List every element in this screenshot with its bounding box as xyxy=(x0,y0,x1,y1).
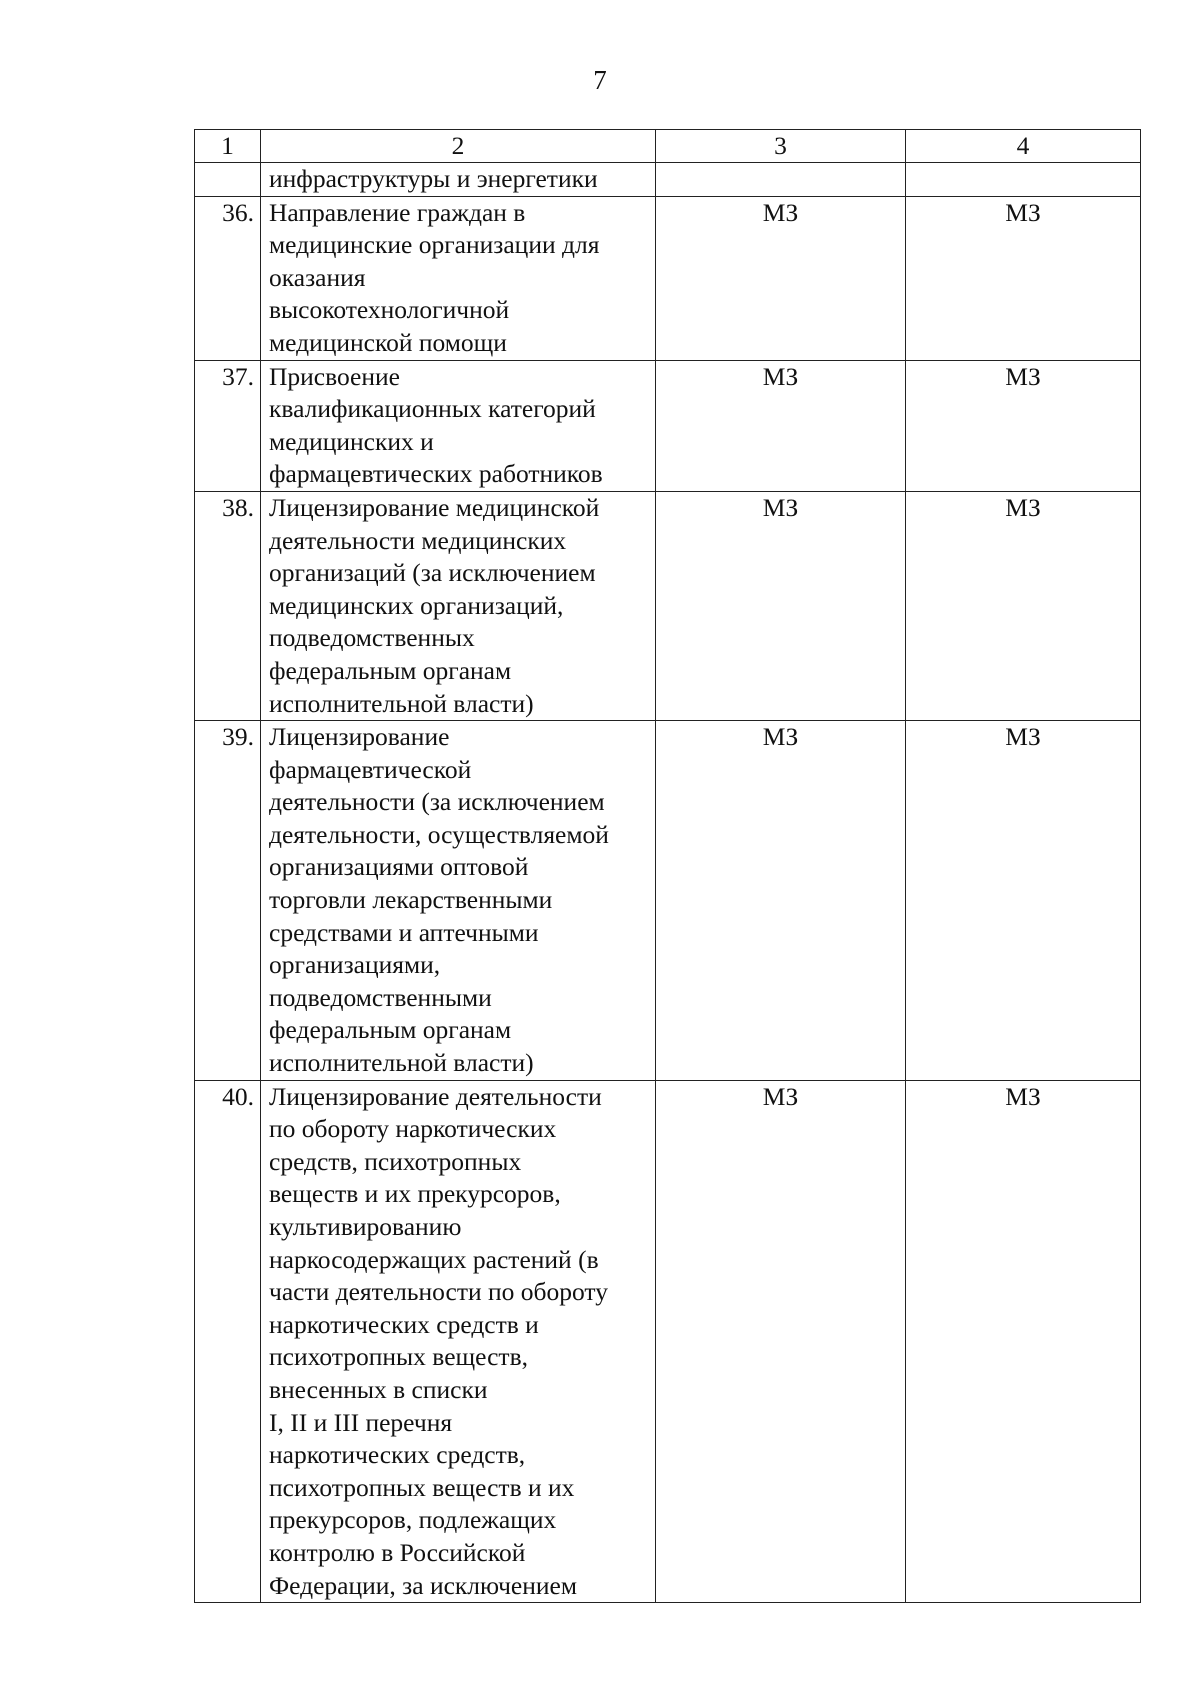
row-column-4-cell: МЗ xyxy=(906,721,1141,1081)
description-line: средствами и аптечными xyxy=(269,917,539,947)
description-line: веществ и их прекурсоров, xyxy=(269,1179,561,1209)
row-number-cell xyxy=(195,163,261,197)
row-column-4-cell: МЗ xyxy=(906,360,1141,491)
description-line: организациями оптовой xyxy=(269,852,529,882)
description-line: деятельности (за исключением xyxy=(269,787,605,817)
description-line: психотропных веществ, xyxy=(269,1342,528,1372)
description-line: наркосодержащих растений (в xyxy=(269,1244,599,1274)
description-line: подведомственными xyxy=(269,982,492,1012)
table-row xyxy=(195,721,1141,1081)
row-description-cell xyxy=(261,163,656,197)
description-line: федеральным органам xyxy=(269,655,512,685)
table-row xyxy=(195,360,1141,491)
description-line: исполнительной власти) xyxy=(269,688,534,718)
description-line: средств, психотропных xyxy=(269,1146,522,1176)
description-line: деятельности, осуществляемой xyxy=(269,819,609,849)
description-line: медицинские организации для xyxy=(269,230,600,260)
description-line: организациями, xyxy=(269,950,441,980)
description-line: медицинской помощи xyxy=(269,327,507,357)
row-column-3-cell: МЗ xyxy=(656,721,906,1081)
row-column-3-cell: МЗ xyxy=(656,196,906,360)
header-cell-1: 1 xyxy=(195,130,261,163)
description-line: наркотических средств и xyxy=(269,1309,539,1339)
description-line: медицинских организаций, xyxy=(269,590,564,620)
description-line: Лицензирование xyxy=(269,722,450,752)
description-line: медицинских и xyxy=(269,426,434,456)
header-cell-2: 2 xyxy=(261,130,656,163)
description-line: психотропных веществ и их xyxy=(269,1472,575,1502)
description-line: подведомственных xyxy=(269,623,475,653)
row-column-3-cell: МЗ xyxy=(656,360,906,491)
description-line: части деятельности по обороту xyxy=(269,1277,608,1307)
description-line: торговли лекарственными xyxy=(269,885,553,915)
row-column-4-cell: МЗ xyxy=(906,491,1141,720)
table-row xyxy=(195,491,1141,720)
description-line: квалификационных категорий xyxy=(269,394,596,424)
description-line: деятельности медицинских xyxy=(269,525,567,555)
description-line: Федерации, за исключением xyxy=(269,1570,577,1600)
row-number-cell: 36. xyxy=(195,196,261,360)
row-description-cell xyxy=(261,360,656,491)
description-line: инфраструктуры и энергетики xyxy=(269,164,598,193)
row-column-3-cell: МЗ xyxy=(656,1080,906,1603)
description-line: наркотических средств, xyxy=(269,1440,526,1470)
row-column-3-cell: МЗ xyxy=(656,491,906,720)
row-description-cell xyxy=(261,1080,656,1603)
description-line: по обороту наркотических xyxy=(269,1114,557,1144)
table-header-row xyxy=(195,130,1141,163)
table-row xyxy=(195,196,1141,360)
description-line: высокотехнологичной xyxy=(269,295,510,325)
row-column-3-cell xyxy=(656,163,906,197)
description-line: исполнительной власти) xyxy=(269,1048,534,1078)
description-line: организаций (за исключением xyxy=(269,558,596,588)
header-cell-3: 3 xyxy=(656,130,906,163)
description-line: прекурсоров, подлежащих xyxy=(269,1505,557,1535)
description-line: Присвоение xyxy=(269,361,400,391)
document-table xyxy=(194,129,1141,1603)
row-description-cell xyxy=(261,491,656,720)
description-line: фармацевтической xyxy=(269,754,472,784)
row-number-cell: 40. xyxy=(195,1080,261,1603)
row-column-4-cell: МЗ xyxy=(906,196,1141,360)
description-line: Лицензирование медицинской xyxy=(269,492,600,522)
page-number: 7 xyxy=(593,65,607,95)
table-row xyxy=(195,1080,1141,1603)
table-row xyxy=(195,163,1141,197)
description-line: внесенных в списки xyxy=(269,1374,488,1404)
description-line: контролю в Российской xyxy=(269,1537,526,1567)
description-line: федеральным органам xyxy=(269,1015,512,1045)
description-line: фармацевтических работников xyxy=(269,459,603,489)
row-description-cell xyxy=(261,721,656,1081)
description-line: I, II и III перечня xyxy=(269,1407,453,1437)
description-line: Направление граждан в xyxy=(269,197,526,227)
header-cell-4: 4 xyxy=(906,130,1141,163)
row-column-4-cell xyxy=(906,163,1141,197)
description-line: культивированию xyxy=(269,1212,462,1241)
row-column-4-cell: МЗ xyxy=(906,1080,1141,1603)
row-number-cell: 39. xyxy=(195,721,261,1081)
row-number-cell: 37. xyxy=(195,360,261,491)
table-body xyxy=(195,130,1141,1603)
row-number-cell: 38. xyxy=(195,491,261,720)
description-line: Лицензирование деятельности xyxy=(269,1081,602,1111)
row-description-cell xyxy=(261,196,656,360)
description-line: оказания xyxy=(269,262,366,292)
